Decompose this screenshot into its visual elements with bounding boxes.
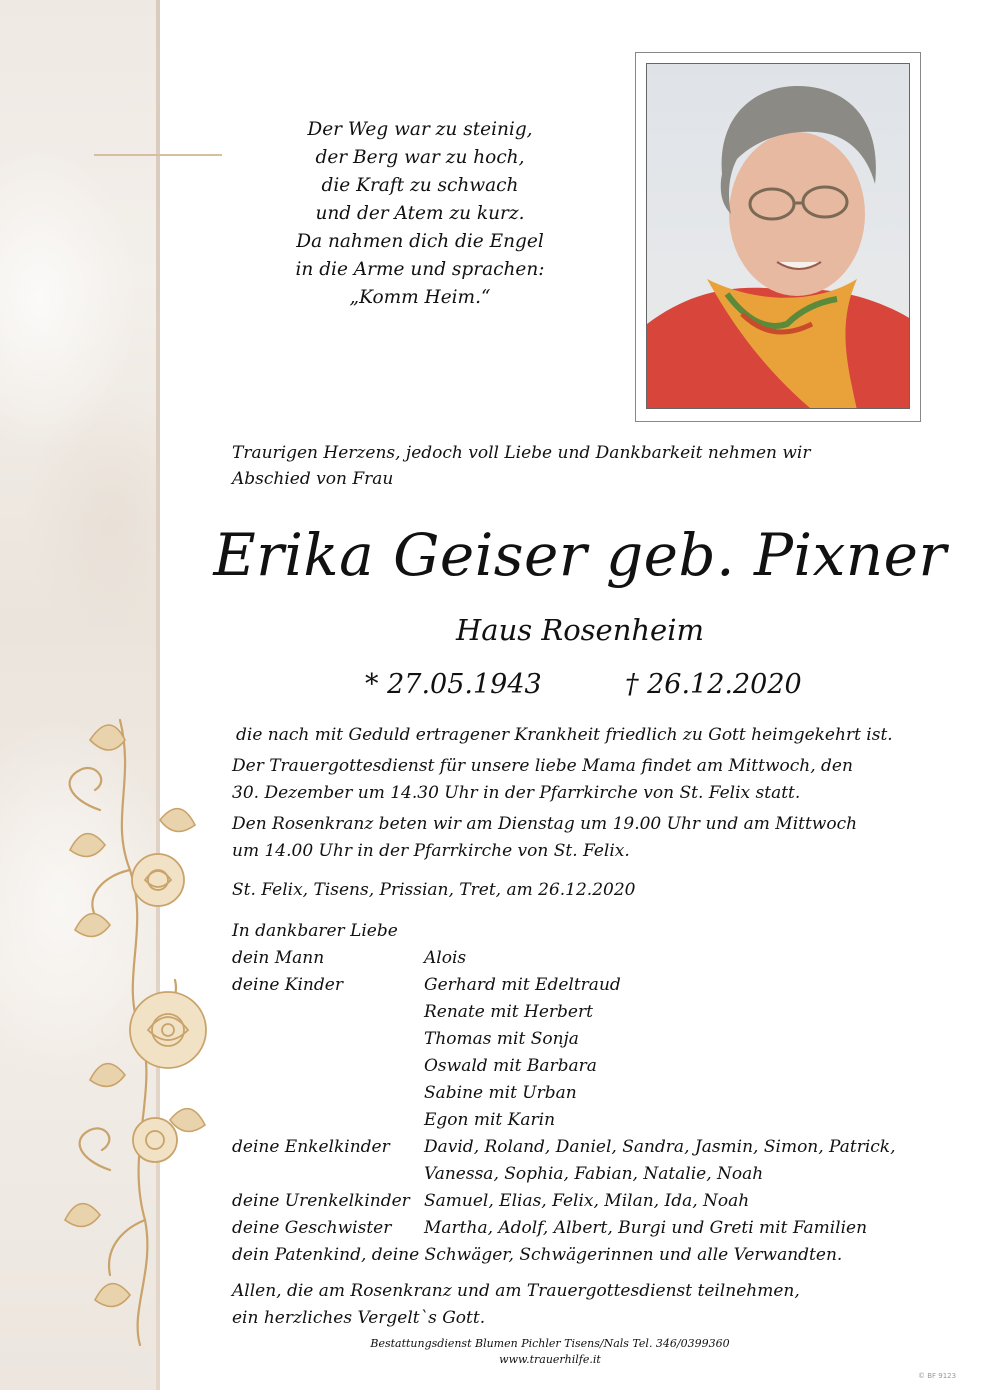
family-row [232, 945, 952, 972]
portrait-photo [646, 63, 910, 409]
family-value: Samuel, Elias, Felix, Milan, Ida, Noah [424, 1191, 750, 1211]
death-date: † 26.12.2020 [625, 669, 802, 700]
gold-accent-line [94, 154, 222, 156]
intro-line: Abschied von Frau [232, 469, 394, 489]
family-list [232, 918, 952, 1269]
body-paragraph: Den Rosenkranz beten wir am Dienstag um 19.00 Uhr und am Mittwoch [232, 814, 858, 834]
family-heading: In dankbarer Liebe [232, 921, 398, 941]
family-value: David, Roland, Daniel, Sandra, Jasmin, Simon, Patrick, [424, 1137, 896, 1157]
poem-line: Der Weg war zu steinig, [307, 119, 533, 140]
family-value: Gerhard mit Edeltraud [424, 975, 621, 995]
family-label: deine Kinder [232, 975, 343, 995]
family-final-line: dein Patenkind, deine Schwäger, Schwägerinnen und alle Verwandten. [232, 1245, 843, 1265]
family-value: Renate mit Herbert [424, 1002, 593, 1022]
family-label: dein Mann [232, 948, 325, 968]
family-label: deine Urenkelkinder [232, 1191, 410, 1211]
family-row [232, 1215, 952, 1242]
family-label [232, 999, 424, 1026]
family-value: Vanessa, Sophia, Fabian, Natalie, Noah [424, 1164, 764, 1184]
family-value: Sabine mit Urban [424, 1083, 577, 1103]
funeral-service-info: Bestattungsdienst Blumen Pichler Tisens/Nals Tel. 346/0399360 [370, 1337, 730, 1350]
closing-line: Allen, die am Rosenkranz und am Trauergottesdienst teilnehmen, [232, 1281, 800, 1301]
family-value: Martha, Adolf, Albert, Burgi und Greti mit Familien [424, 1218, 868, 1238]
intro-line: Traurigen Herzens, jedoch voll Liebe und Dankbarkeit nehmen wir [232, 443, 811, 463]
family-row [232, 1107, 952, 1134]
intro-text [232, 440, 932, 492]
footer [300, 1336, 800, 1368]
family-row [232, 1026, 952, 1053]
family-label [232, 1080, 424, 1107]
closing-text [232, 1278, 800, 1332]
family-value: Alois [424, 948, 467, 968]
body-paragraph: Der Trauergottesdienst für unsere liebe Mama findet am Mittwoch, den [232, 756, 853, 776]
family-label [232, 1053, 424, 1080]
deceased-name: Erika Geiser geb. Pixner [213, 521, 947, 589]
body-paragraph: um 14.00 Uhr in der Pfarrkirche von St. Felix. [232, 841, 630, 861]
family-label [232, 1026, 424, 1053]
body-paragraph: 30. Dezember um 14.30 Uhr in der Pfarrkirche von St. Felix statt. [232, 783, 801, 803]
website-link[interactable]: www.trauerhilfe.it [499, 1353, 601, 1366]
birth-date: * 27.05.1943 [365, 669, 542, 700]
poem-line: Da nahmen dich die Engel [296, 231, 544, 252]
family-row [232, 972, 952, 999]
poem [240, 116, 600, 312]
poem-line: die Kraft zu schwach [321, 175, 519, 196]
family-row [232, 1188, 952, 1215]
rose-vine-ornament [50, 700, 220, 1350]
portrait-illustration [647, 64, 910, 409]
poem-line: und der Atem zu kurz. [315, 203, 525, 224]
family-row [232, 1134, 952, 1161]
family-row [232, 1053, 952, 1080]
family-row [232, 1080, 952, 1107]
poem-line: „Komm Heim.“ [349, 287, 491, 308]
family-value: Oswald mit Barbara [424, 1056, 597, 1076]
portrait-frame [635, 52, 921, 422]
poem-line: in die Arme und sprachen: [295, 259, 545, 280]
family-value: Egon mit Karin [424, 1110, 556, 1130]
closing-line: ein herzliches Vergelt`s Gott. [232, 1308, 486, 1328]
family-label [232, 1107, 424, 1134]
family-label: deine Geschwister [232, 1218, 392, 1238]
family-value: Thomas mit Sonja [424, 1029, 579, 1049]
announcement-body [232, 722, 932, 869]
family-label [232, 1161, 424, 1188]
document-code: © BF 9123 [918, 1372, 957, 1380]
place-date: St. Felix, Tisens, Prissian, Tret, am 26.12.2020 [232, 880, 636, 900]
family-row [232, 1161, 952, 1188]
house-name: Haus Rosenheim [456, 613, 704, 647]
family-label: deine Enkelkinder [232, 1137, 390, 1157]
poem-line: der Berg war zu hoch, [315, 147, 525, 168]
body-paragraph: die nach mit Geduld ertragener Krankheit friedlich zu Gott heimgekehrt ist. [236, 725, 893, 745]
family-row [232, 999, 952, 1026]
